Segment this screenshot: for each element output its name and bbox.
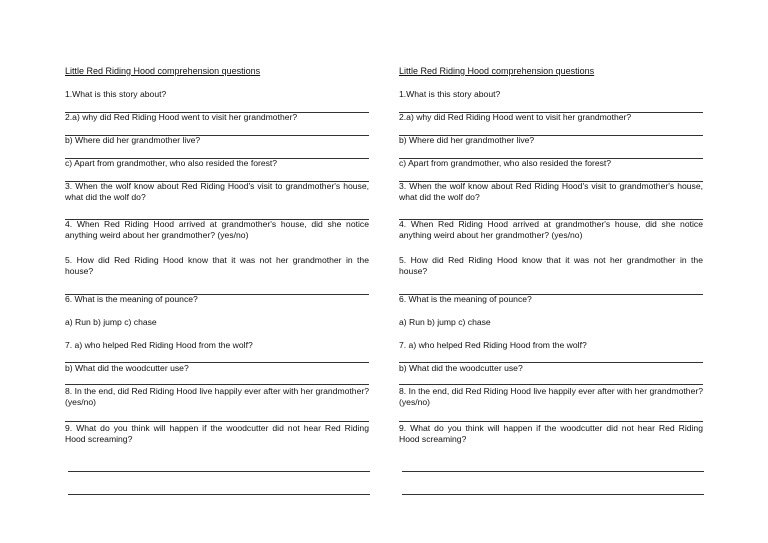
answer-line (402, 471, 704, 472)
question-9: 9. What do you think will happen if the woodcutter did not hear Red Riding Hood screaming? (65, 423, 369, 445)
answer-line (399, 112, 703, 113)
answer-line (399, 219, 703, 220)
question-2b: b) Where did her grandmother live? (399, 135, 535, 145)
answer-line (399, 181, 703, 182)
answer-line (65, 384, 369, 385)
worksheet-title: Little Red Riding Hood comprehension questions (65, 66, 261, 76)
question-6-options: a) Run b) jump c) chase (65, 317, 157, 327)
answer-line (65, 158, 369, 159)
answer-line (399, 158, 703, 159)
answer-line (65, 421, 369, 422)
question-2c: c) Apart from grandmother, who also resided the forest? (65, 158, 278, 168)
question-7b: b) What did the woodcutter use? (399, 363, 523, 373)
question-1: 1.What is this story about? (399, 89, 501, 99)
worksheet-title: Little Red Riding Hood comprehension questions (399, 66, 595, 76)
question-2a: 2.a) why did Red Riding Hood went to visit her grandmother? (65, 112, 298, 122)
question-7b: b) What did the woodcutter use? (65, 363, 189, 373)
question-3: 3. When the wolf know about Red Riding Hood's visit to grandmother's house, what did the wolf do? (399, 181, 703, 203)
answer-line (65, 181, 369, 182)
question-7a: 7. a) who helped Red Riding Hood from the wolf? (399, 340, 587, 350)
question-9: 9. What do you think will happen if the woodcutter did not hear Red Riding Hood screaming? (399, 423, 703, 445)
answer-line (65, 294, 369, 295)
answer-line (399, 421, 703, 422)
question-3: 3. When the wolf know about Red Riding Hood's visit to grandmother's house, what did the wolf do? (65, 181, 369, 203)
answer-line (65, 112, 369, 113)
question-2a: 2.a) why did Red Riding Hood went to visit her grandmother? (399, 112, 632, 122)
question-4: 4. When Red Riding Hood arrived at grandmother's house, did she notice anything weird about her grandmother? (yes/no) (65, 219, 369, 241)
answer-line (68, 494, 370, 495)
question-8: 8. In the end, did Red Riding Hood live happily ever after with her grandmother? (yes/no) (65, 386, 369, 408)
question-4: 4. When Red Riding Hood arrived at grandmother's house, did she notice anything weird about her grandmother? (yes/no) (399, 219, 703, 241)
question-6: 6. What is the meaning of pounce? (65, 294, 198, 304)
answer-line (402, 494, 704, 495)
question-8: 8. In the end, did Red Riding Hood live happily ever after with her grandmother? (yes/no) (399, 386, 703, 408)
answer-line (65, 135, 369, 136)
question-2c: c) Apart from grandmother, who also resided the forest? (399, 158, 612, 168)
question-7a: 7. a) who helped Red Riding Hood from the wolf? (65, 340, 253, 350)
answer-line (68, 471, 370, 472)
question-6-options: a) Run b) jump c) chase (399, 317, 491, 327)
answer-line (65, 219, 369, 220)
answer-line (65, 362, 369, 363)
answer-line (399, 362, 703, 363)
question-5: 5. How did Red Riding Hood know that it was not her grandmother in the house? (65, 255, 369, 277)
question-2b: b) Where did her grandmother live? (65, 135, 201, 145)
answer-line (399, 294, 703, 295)
question-1: 1.What is this story about? (65, 89, 167, 99)
answer-line (399, 135, 703, 136)
answer-line (399, 384, 703, 385)
question-5: 5. How did Red Riding Hood know that it was not her grandmother in the house? (399, 255, 703, 277)
question-6: 6. What is the meaning of pounce? (399, 294, 532, 304)
